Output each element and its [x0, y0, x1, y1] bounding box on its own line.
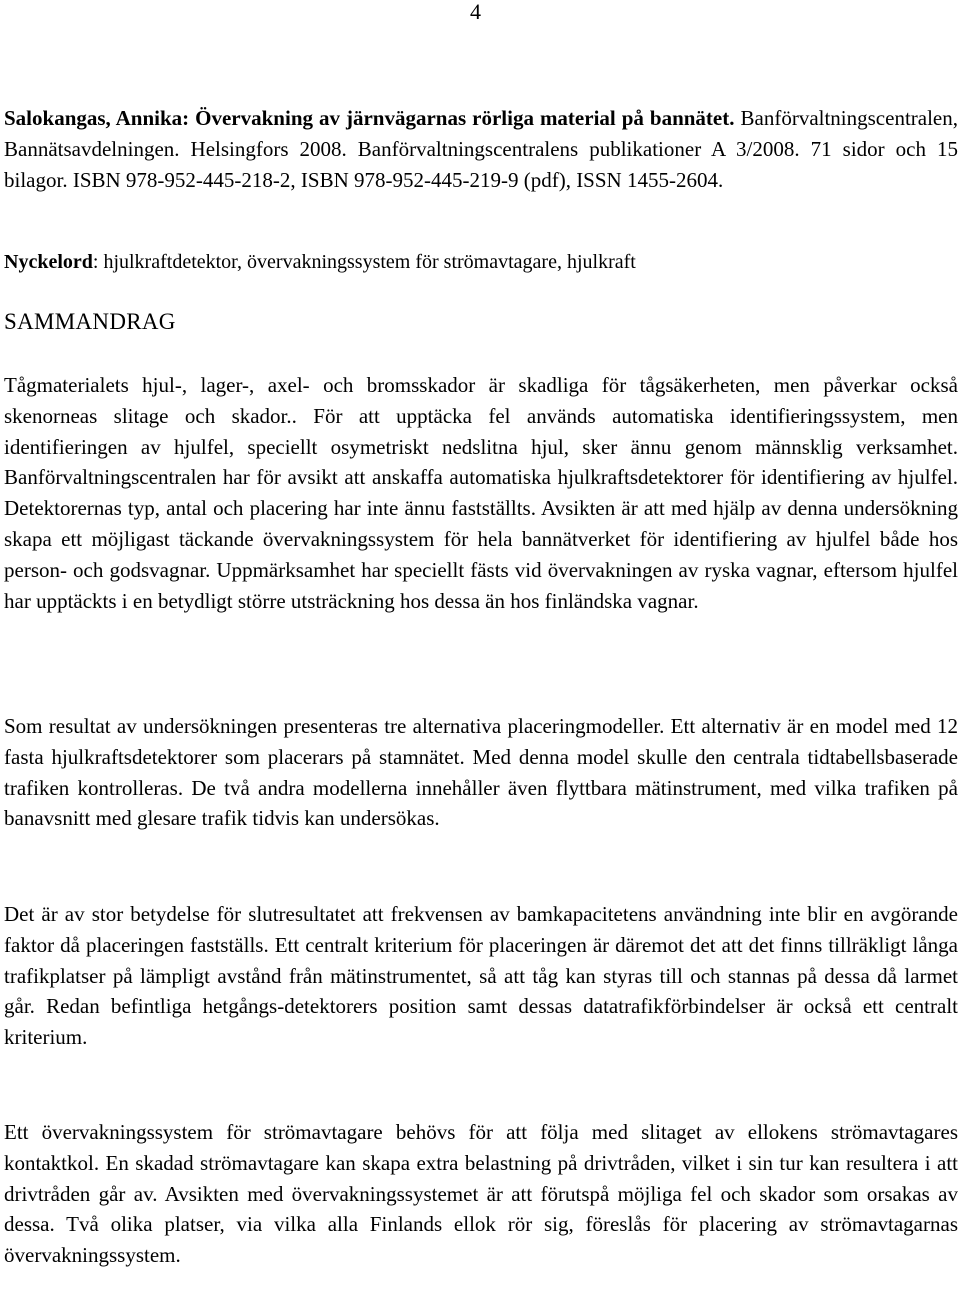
keywords-text: : hjulkraftdetektor, övervakningssystem för strömavtagare, hjulkraft: [92, 251, 636, 273]
page-number: 4: [470, 0, 481, 24]
citation-title: Salokangas, Annika: Övervakning av järnvägarnas rörliga material på bannätet.: [4, 106, 735, 130]
summary-paragraph-1: Tågmaterialets hjul-, lager-, axel- och bromsskador är skadliga för tågsäkerheten, men påverkar också skenorneas slitage och skador.. För att upptäcka fel används automatiska identifieringssystem, men identifieringen av hjulfel, speciellt osymetriskt nedslitna hjul, sker ännu genom männsklig verksamhet. Banförvaltningscentralen har för avsikt att anskaffa automatiska hjulkraftsdetektorer för identifiering av hjulfel. Detektorernas typ, antal och placering har inte ännu fastställts. Avsikten är att med hjälp av denna undersökning skapa ett möjligast täckande övervakningssystem för hela bannätverket för identifiering av hjulfel både hos person- och godsvagnar. Uppmärksamhet har speciellt fästs vid övervakningen av ryska vagnar, eftersom hjulfel har upptäckts i en betydligt större utsträckning hos dessa än hos finländska vagnar.: [4, 373, 958, 613]
summary-paragraph-4: Ett övervakningssystem för strömavtagare behövs för att följa med slitaget av ellokens strömavtagares kontaktkol. En skadad strömavtagare kan skapa extra belastning på drivtråden, vilket i sin tur kan resultera i att drivtråden går av. Avsikten med övervakningssystemet är att förutspå möjliga fel och skador som orsakas av dessa. Två olika platser, via vilka alla Finlands ellok rör sig, föreslås för placering av strömavtagarnas övervakningssystem.: [4, 1120, 958, 1268]
summary-heading: SAMMANDRAG: [4, 309, 176, 334]
keywords-line: [4, 247, 958, 278]
citation-details: Banförvaltningscentralen, Bannätsavdelningen. Helsingfors 2008. Banförvaltningscentralens publikationer A 3/2008. 71 sidor och 15 bilagor. ISBN 978-952-445-218-2, ISBN 978-952-445-219-9 (pdf), ISSN 1455-2604.: [4, 106, 959, 192]
summary-paragraph-2: Som resultat av undersökningen presenteras tre alternativa placeringmodeller. Ett alternativ är en model med 12 fasta hjulkraftsdetektorer som placerars på stamnätet. Med denna model skulle den centrala tidtabellsbaserade trafiken kontrolleras. De två andra modellerna innehåller även flyttbara mätinstrument, med vilka trafiken på banavsnitt med glesare trafik tidvis kan undersökas.: [4, 714, 958, 831]
summary-paragraph-3: Det är av stor betydelse för slutresultatet att frekvensen av bamkapacitetens användning inte blir en avgörande faktor då placeringen fastställs. Ett centralt kriterium för placeringen är däremot det att det finns tillräkligt långa trafikplatser på lämpligt avstånd från mätinstrumentet, så att tåg kan styras till och stannas på dessa då larmet går. Redan befintliga hetgångs-detektorers position samt dessas datatrafikförbindelser är också ett centralt kriterium.: [4, 902, 958, 1050]
keywords-label: Nyckelord: [4, 251, 93, 273]
bibliographic-citation: [4, 103, 958, 195]
